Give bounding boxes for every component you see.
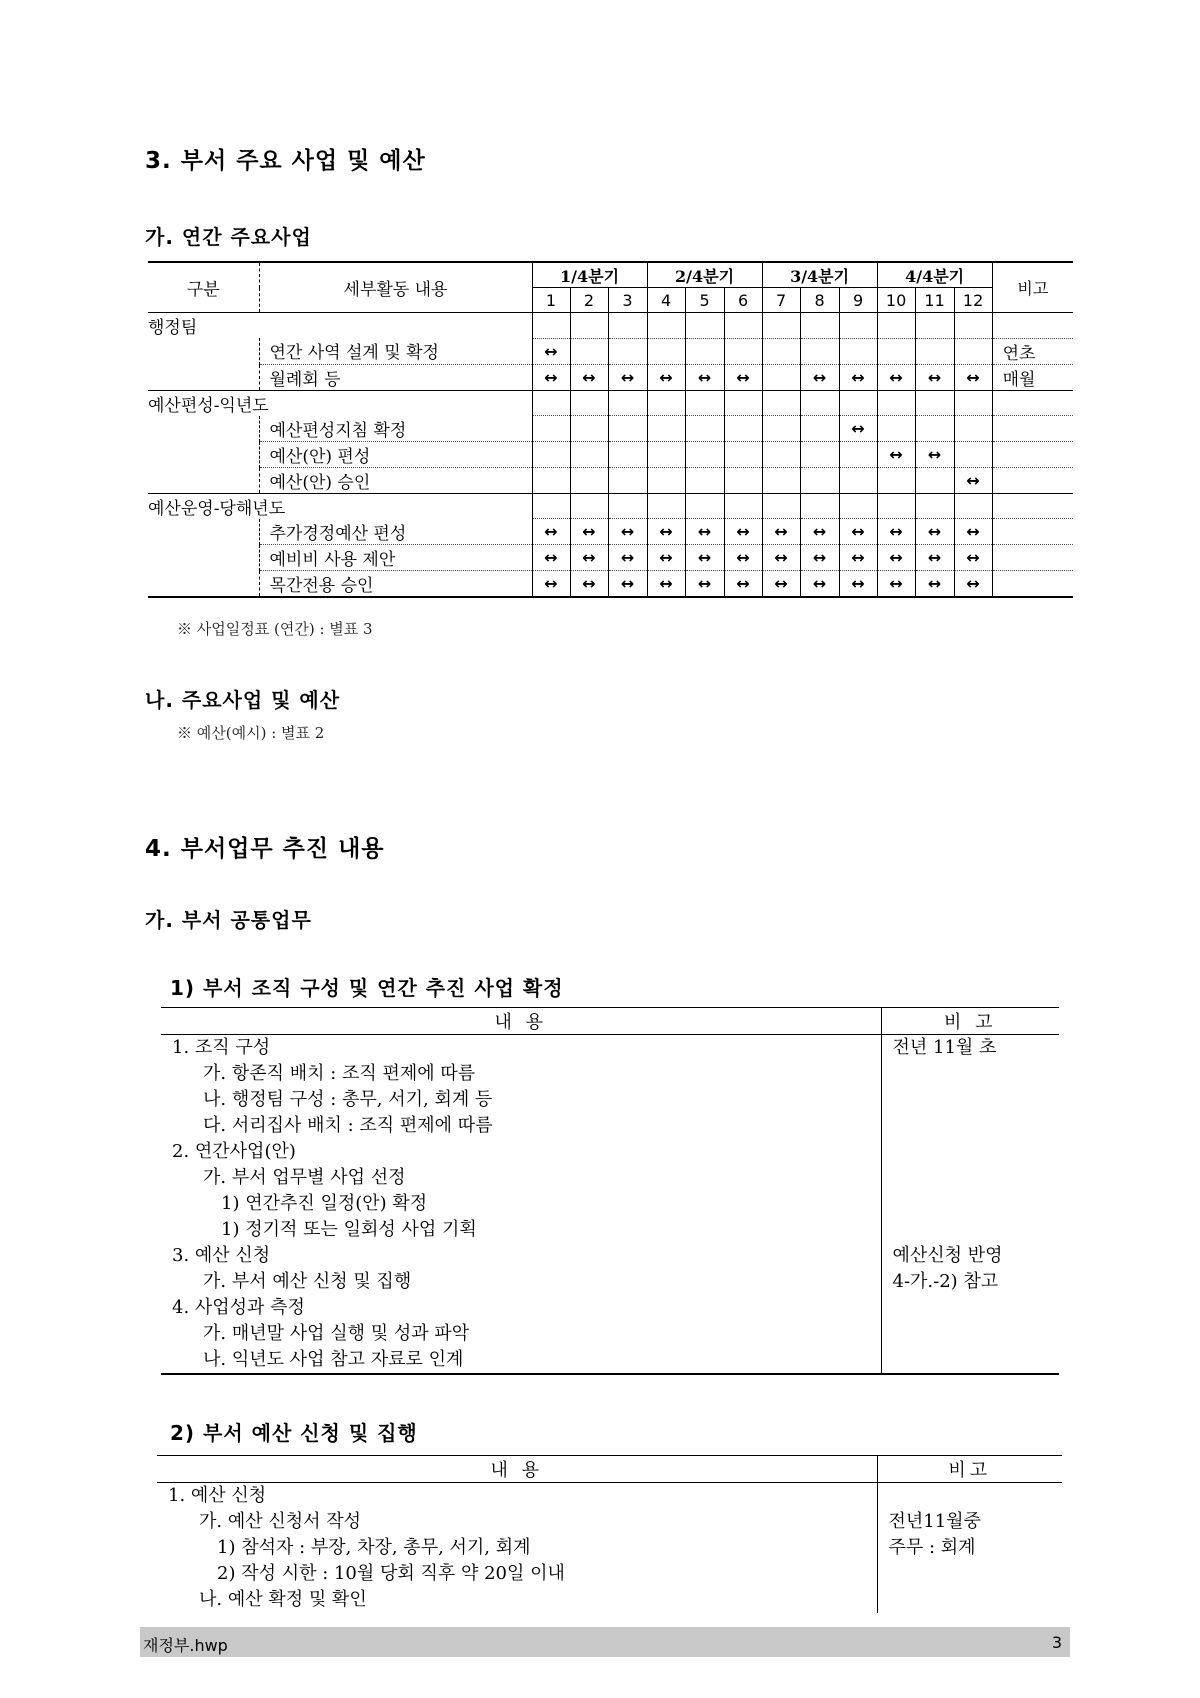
schedule-cell [915,338,954,364]
header-month-7: 7 [762,288,800,313]
schedule-arrow-month-1: ↔ [532,364,570,390]
schedule-cell [570,338,608,364]
schedule-cell [570,467,608,493]
schedule-arrow-month-12: ↔ [954,519,992,545]
schedule-cell [647,467,685,493]
schedule-cell [954,441,992,467]
schedule-remark [992,441,1073,467]
schedule-activity: 추가경정예산 편성 [259,519,532,545]
content-line: 1) 참석자 : 부장, 차장, 총무, 서기, 회계 [217,1537,531,1558]
schedule-cell [762,441,800,467]
schedule-activity-row [148,467,1073,493]
schedule-cell [839,338,877,364]
content-line: 1) 연간추진 일정(안) 확정 [221,1193,428,1214]
content-line: 2. 연간사업(안) [172,1141,296,1162]
schedule-cell [647,338,685,364]
header-quarter-1: 1/4분기 [532,262,647,288]
schedule-cell [877,493,915,519]
header-month-2: 2 [570,288,608,313]
content-line: 1. 예산 신청 [168,1485,267,1506]
remark-line [878,1483,1063,1509]
schedule-cell [647,313,685,339]
schedule-activity: 목간전용 승인 [259,570,532,597]
schedule-arrow-month-8: ↔ [800,364,839,390]
schedule-cell [685,313,724,339]
schedule-cell [685,467,724,493]
schedule-group-spacer [148,416,259,442]
content-line: 1) 정기적 또는 일회성 사업 기획 [221,1219,477,1240]
schedule-group-row [148,493,1073,519]
schedule-cell [954,390,992,416]
schedule-group-spacer [148,441,259,467]
schedule-arrow-month-8: ↔ [800,544,839,570]
header-month-8: 8 [800,288,839,313]
schedule-cell [724,416,762,442]
header-month-3: 3 [608,288,647,313]
schedule-arrow-month-6: ↔ [724,570,762,597]
schedule-arrow-month-11: ↔ [915,364,954,390]
schedule-arrow-month-6: ↔ [724,519,762,545]
remark-line [882,1295,1060,1321]
schedule-group-spacer [148,519,259,545]
schedule-cell [724,493,762,519]
schedule-cell [762,416,800,442]
schedule-arrow-month-4: ↔ [647,544,685,570]
schedule-cell [647,493,685,519]
header-month-11: 11 [915,288,954,313]
remark-line [882,1139,1060,1165]
remark-line: 전년 11월 초 [892,1037,997,1058]
remark-line: 전년11월중 [888,1511,981,1532]
content-line: 가. 예산 신청서 작성 [199,1511,361,1532]
schedule-activity-row [148,338,1073,364]
content-line: 가. 부서 예산 신청 및 집행 [203,1271,412,1292]
schedule-cell [877,313,915,339]
schedule-arrow-month-5: ↔ [685,544,724,570]
table1-title: 1) 부서 조직 구성 및 연간 추진 사업 확정 [170,976,564,1000]
remark-line [882,1113,1060,1139]
schedule-cell [685,338,724,364]
schedule-cell [877,467,915,493]
schedule-cell [800,441,839,467]
schedule-cell [915,467,954,493]
schedule-cell [762,338,800,364]
schedule-activity-row [148,544,1073,570]
schedule-cell [762,467,800,493]
schedule-activity-row [148,441,1073,467]
schedule-cell [647,416,685,442]
schedule-cell [685,493,724,519]
schedule-arrow-month-12: ↔ [954,364,992,390]
section-3-sub-b: 나. 주요사업 및 예산 [145,688,341,712]
remark-line [882,1165,1060,1191]
content-line: 4. 사업성과 측정 [172,1297,305,1318]
schedule-cell [954,493,992,519]
schedule-cell [724,338,762,364]
schedule-cell [608,416,647,442]
schedule-arrow-month-10: ↔ [877,519,915,545]
schedule-arrow-month-7: ↔ [762,570,800,597]
header-month-10: 10 [877,288,915,313]
schedule-cell [877,390,915,416]
schedule-arrow-month-9: ↔ [839,364,877,390]
schedule-cell [800,338,839,364]
schedule-cell [647,390,685,416]
schedule-cell [608,390,647,416]
schedule-group-spacer [148,570,259,597]
table2-remark-cell [877,1483,1062,1614]
table1-header-content: 내 용 [161,1008,881,1035]
org-setup-table [161,1007,1059,1375]
content-line: 3. 예산 신청 [172,1245,271,1266]
schedule-cell [570,441,608,467]
schedule-arrow-month-11: ↔ [915,441,954,467]
schedule-group-name: 행정팀 [148,318,198,338]
schedule-activity: 연간 사역 설계 및 확정 [259,338,532,364]
schedule-cell [800,313,839,339]
schedule-arrow-month-6: ↔ [724,544,762,570]
schedule-activity: 예산(안) 편성 [259,441,532,467]
schedule-arrow-month-1: ↔ [532,519,570,545]
schedule-arrow-month-9: ↔ [839,416,877,442]
schedule-cell [839,313,877,339]
header-month-9: 9 [839,288,877,313]
section-4-sub-a: 가. 부서 공통업무 [145,908,312,932]
remark-line: 예산신청 반영 [892,1245,1003,1266]
schedule-cell [877,338,915,364]
header-month-4: 4 [647,288,685,313]
schedule-group-name: 예산운영-당해년도 [148,498,286,519]
schedule-cell [532,390,570,416]
schedule-remark [992,467,1073,493]
schedule-arrow-month-3: ↔ [608,570,647,597]
table2-content-cell [157,1483,877,1614]
schedule-cell [647,441,685,467]
schedule-cell [724,390,762,416]
schedule-arrow-month-1: ↔ [532,338,570,364]
content-line: 1. 조직 구성 [172,1037,271,1058]
schedule-cell [532,441,570,467]
table1-content-cell [161,1035,881,1375]
schedule-group-name: 예산편성-익년도 [148,395,269,416]
schedule-remark [992,416,1073,442]
schedule-arrow-month-7: ↔ [762,544,800,570]
schedule-arrow-month-11: ↔ [915,570,954,597]
schedule-arrow-month-4: ↔ [647,519,685,545]
schedule-arrow-month-4: ↔ [647,570,685,597]
footer-filename: 재정부.hwp [143,1636,228,1655]
schedule-arrow-month-9: ↔ [839,570,877,597]
schedule-arrow-month-5: ↔ [685,570,724,597]
schedule-header-row [148,262,1073,288]
schedule-cell [532,493,570,519]
schedule-arrow-month-8: ↔ [800,570,839,597]
content-line: 나. 익년도 사업 참고 자료로 인계 [203,1349,464,1370]
schedule-activity-row [148,519,1073,545]
schedule-group-spacer [148,364,259,390]
schedule-arrow-month-12: ↔ [954,544,992,570]
remark-line [882,1217,1060,1243]
schedule-group-spacer [148,544,259,570]
annual-schedule-table [148,261,1073,598]
schedule-activity-row [148,570,1073,597]
schedule-cell [954,416,992,442]
header-category: 구분 [148,262,259,313]
schedule-cell [762,493,800,519]
content-line: 나. 예산 확정 및 확인 [199,1589,367,1610]
remark-line [882,1347,1060,1373]
schedule-cell [800,416,839,442]
schedule-arrow-month-3: ↔ [608,519,647,545]
header-month-5: 5 [685,288,724,313]
budget-note: ※ 예산(예시) : 별표 2 [177,724,325,742]
schedule-cell [762,364,800,390]
schedule-cell [954,338,992,364]
schedule-cell [608,313,647,339]
schedule-arrow-month-11: ↔ [915,519,954,545]
schedule-group-spacer [148,338,259,364]
schedule-cell [532,416,570,442]
schedule-remark: 연초 [992,338,1073,364]
schedule-arrow-month-11: ↔ [915,544,954,570]
header-quarter-2: 2/4분기 [647,262,762,288]
header-quarter-3: 3/4분기 [762,262,877,288]
schedule-remark [992,390,1073,416]
schedule-cell [608,441,647,467]
schedule-arrow-month-12: ↔ [954,467,992,493]
content-line: 가. 매년말 사업 실행 및 성과 파악 [203,1323,470,1344]
schedule-remark [992,493,1073,519]
header-month-1: 1 [532,288,570,313]
schedule-activity: 예비비 사용 제안 [259,544,532,570]
schedule-arrow-month-6: ↔ [724,364,762,390]
schedule-cell [762,390,800,416]
table2-title: 2) 부서 예산 신청 및 집행 [170,1421,418,1445]
schedule-cell [570,390,608,416]
schedule-arrow-month-2: ↔ [570,570,608,597]
header-month-6: 6 [724,288,762,313]
section-3-title: 3. 부서 주요 사업 및 예산 [145,148,426,174]
schedule-activity: 예산(안) 승인 [259,467,532,493]
schedule-cell [915,493,954,519]
schedule-arrow-month-10: ↔ [877,544,915,570]
schedule-arrow-month-10: ↔ [877,570,915,597]
budget-request-table [157,1455,1062,1613]
schedule-cell [877,416,915,442]
schedule-cell [915,416,954,442]
schedule-activity: 예산편성지침 확정 [259,416,532,442]
schedule-cell [915,313,954,339]
schedule-arrow-month-1: ↔ [532,544,570,570]
header-month-12: 12 [954,288,992,313]
schedule-cell [839,467,877,493]
schedule-arrow-month-4: ↔ [647,364,685,390]
remark-line: 4-가.-2) 참고 [892,1271,999,1292]
schedule-group-row [148,313,1073,339]
schedule-cell [800,467,839,493]
schedule-cell [570,416,608,442]
table1-remark-cell [881,1035,1059,1375]
content-line: 나. 행정팀 구성 : 총무, 서기, 회계 등 [203,1089,493,1110]
schedule-activity: 월례회 등 [259,364,532,390]
schedule-arrow-month-1: ↔ [532,570,570,597]
schedule-arrow-month-5: ↔ [685,364,724,390]
schedule-cell [608,338,647,364]
table1-header-remark: 비 고 [881,1008,1059,1035]
schedule-arrow-month-9: ↔ [839,544,877,570]
content-line: 가. 부서 업무별 사업 선정 [203,1167,406,1188]
schedule-arrow-month-9: ↔ [839,519,877,545]
footer-page-number: 3 [1051,1633,1062,1652]
schedule-arrow-month-3: ↔ [608,364,647,390]
schedule-arrow-month-10: ↔ [877,441,915,467]
section-4-title: 4. 부서업무 추진 내용 [145,836,385,862]
remark-line: 주무 : 회계 [888,1537,976,1558]
schedule-cell [685,441,724,467]
schedule-cell [570,313,608,339]
content-line: 2) 작성 시한 : 10월 당회 직후 약 20일 이내 [217,1563,565,1584]
schedule-activity-row [148,416,1073,442]
schedule-cell [532,313,570,339]
remark-line [882,1087,1060,1113]
schedule-cell [800,390,839,416]
header-detail: 세부활동 내용 [259,262,532,313]
schedule-arrow-month-2: ↔ [570,544,608,570]
remark-line [882,1061,1060,1087]
schedule-remark: 매월 [992,364,1073,390]
page-footer [140,1627,1070,1657]
schedule-cell [570,493,608,519]
table2-header-content: 내 용 [157,1456,877,1483]
schedule-arrow-month-2: ↔ [570,364,608,390]
header-quarter-4: 4/4분기 [877,262,992,288]
schedule-arrow-month-10: ↔ [877,364,915,390]
remark-line [882,1321,1060,1347]
schedule-cell [724,467,762,493]
remark-line [882,1191,1060,1217]
schedule-cell [954,313,992,339]
schedule-remark [992,544,1073,570]
schedule-note: ※ 사업일정표 (연간) : 별표 3 [177,620,373,638]
section-3-sub-a: 가. 연간 주요사업 [145,225,312,249]
schedule-arrow-month-3: ↔ [608,544,647,570]
schedule-cell [800,493,839,519]
schedule-arrow-month-5: ↔ [685,519,724,545]
schedule-arrow-month-8: ↔ [800,519,839,545]
schedule-group-row [148,390,1073,416]
schedule-remark [992,313,1073,339]
schedule-cell [724,313,762,339]
schedule-cell [608,493,647,519]
schedule-arrow-month-2: ↔ [570,519,608,545]
schedule-arrow-month-12: ↔ [954,570,992,597]
schedule-cell [839,493,877,519]
schedule-activity-row [148,364,1073,390]
schedule-arrow-month-7: ↔ [762,519,800,545]
table2-header-remark: 비고 [877,1456,1062,1483]
schedule-cell [608,467,647,493]
schedule-remark [992,570,1073,597]
schedule-cell [685,416,724,442]
schedule-cell [839,441,877,467]
schedule-cell [724,441,762,467]
content-line: 가. 항존직 배치 : 조직 편제에 따름 [203,1063,476,1084]
schedule-remark [992,519,1073,545]
schedule-cell [762,313,800,339]
remark-line [878,1561,1063,1587]
content-line: 다. 서리집사 배치 : 조직 편제에 따름 [203,1115,493,1136]
schedule-cell [915,390,954,416]
schedule-cell [685,390,724,416]
schedule-group-spacer [148,467,259,493]
header-remark: 비고 [992,262,1073,313]
schedule-cell [532,467,570,493]
schedule-cell [839,390,877,416]
remark-line [878,1587,1063,1613]
